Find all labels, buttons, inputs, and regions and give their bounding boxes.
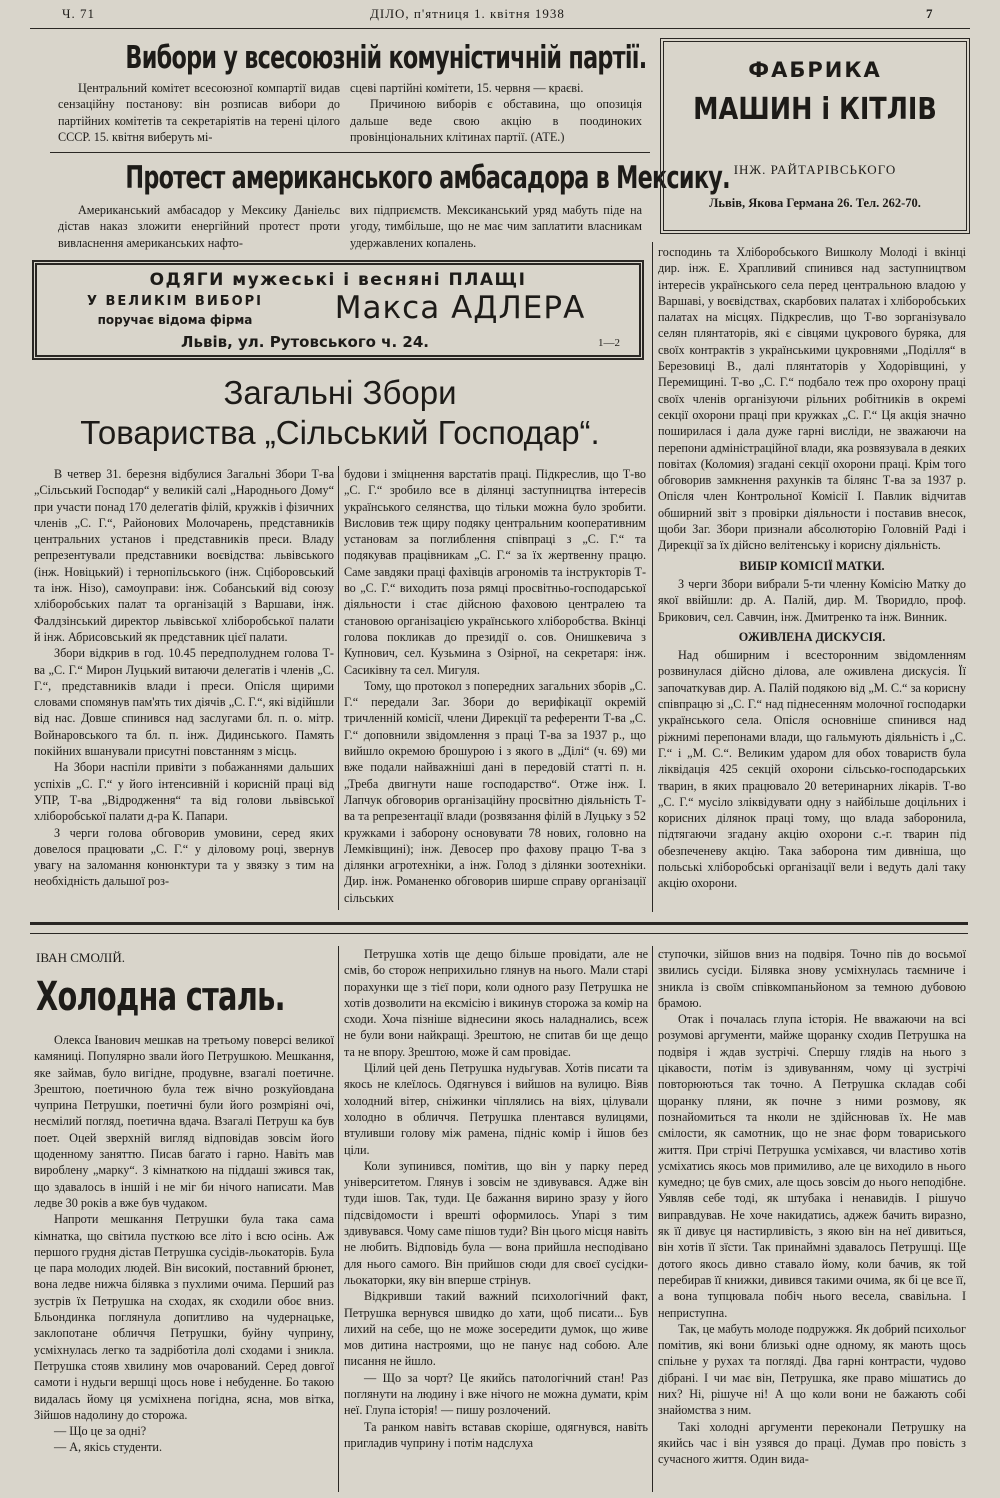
ad-recommend: поручає відома фірма [97, 313, 253, 327]
ad-selection: У ВЕЛИКІМ ВИБОРІ [86, 294, 264, 309]
section-heading: ОЖИВЛЕНА ДИСКУСІЯ. [738, 629, 886, 644]
section-heading: ВИБІР КОМІСІЇ МАТКИ. [739, 558, 885, 573]
ad-heading: ОДЯГИ мужеські і весняні ПЛАЩІ [149, 270, 527, 290]
column-rule [652, 946, 653, 1492]
issue-number: Ч. 71 [62, 6, 95, 21]
column-rule [338, 466, 339, 910]
author-name: ІВАН СМОЛІЙ. [36, 950, 125, 965]
article-column: будови і зміцнення варстатів праці. Підкреслив, що Т-во „С. Г.“ зробило все в ділянці заступництва інтересів українського селянства, що тільки можна було зробити. Висловив теж щиру подяку центральним кооперативним установам за поглиблення співпраці з „С. Г.“ та подякував працівникам „С. Г.“ за їх жертвенну працю. Саме завдяки праці фахівців агрономів та інструкторів Т-во „С. Г.“ виходить поза рямці просвітньо-господарської діяльности і стає дійсною фаховою централею та становою організацією українського хліборобства. Вкінці голова покликав до президії о. сов. Онишкевича з Купнович, сел. Кузьмина з Озірної, на секретаря: інж. Сасиківну та сел. Мигуля. Тому, що протокол з попередних загальних зборів „С. Г.“ передали Заг. Збори до верифікації окремій тричленній комісії, члени Дирекції та референти Т-ва „С. Г.“ доповнили звідомлення з праці Т-ва за 1937 р., що вийшло окремою брошурою і з якого в „Ділі“ (ч. 69) ми вже подали найважніші дані в передовій статті п. н. „Треба двигнути наше господарство“. Отже інж. І. Лапчук обговорив організаційну просвітню діяльність Т-ва та репрезентації влади (розвязання філій в Луцьку з 52 кружками і заборону основувати 78 нових, головно на Лемківщині); інж. Девосер про фахову працю Т-ва з ділянки агротехніки, а інж. Голод з ділянки зоотехніки. Дир. інж. Романенко обговорив ширше справу організації сільських [344, 467, 646, 905]
ad-address: Львів, Якова Германа 26. Тел. 262-70. [709, 196, 921, 210]
story-title: Холодна сталь. [36, 974, 285, 1020]
story-column: ступочки, зійшов вниз на подвіря. Точно пів до восьмої звились сусіди. Білявка знову усміхнулась таємниче і зникла із своїм співкомпаньйоном за темною дубовою брамою. Отак і почалась глупа історія. Не вважаючи на всі розумові аргументи, майже щоранку сходив Петрушка на подвіря і ждав зустрічі. Спершу глядів на нього з цікавости, потім із здивуванням, чому ці зустрічі повторюються так точно. А Петрушка складав собі щоранку пляни, як почне з ними розмову, як познайомиться та нколи не здійснював їх. Не мав смілости, як самотник, що не знає форм товариського життя. При стрічі Петрушка усміхався, чи властиво хотів усміхатись якось мов примиливо, але це виходило в нього кумедно; це був смих, але щось зовсім до нього неподібне. Уявляв себе тоді, як штубака і ненавидів. І рішучо виправдував. Не хоче накидатись, аджеж бачить виразно, як її дивує ця настирливість, з якою він на неї дивиться, він хотів її зїсти. Так принаймні здавалось Петрушці. Ще дотого якось дивно ставало йому, коли бачив, як той перебирав її книжки, дивився такими очима, як бі це все її, а вона тупцювала побіч нього весела, свавільна. І неприступна. Так, це мабуть молоде подружжя. Як добрий психольог помітив, які вони близькі одне одному, як мають щось спільне у рухах та погляді. Два гарні контрасти, чудово дібрані. І чи має він, Петрушка, яке право мішатись до них? Ні, рішуче ні! А що коли вони не бажають собі знайомства з ним. Такі холодні аргументи переконали Петрушку на якийсь час і він узявся до праці. Думав про повість з сучасного життя. Один вида- [658, 947, 966, 1467]
ad-product: МАШИН і КІТЛІВ [693, 92, 937, 127]
article-text: Центральний комітет всесоюзної компартії видав сензаційну постанову: він розписав вибори до партійних комітетів та секретаріятів на терені цілого СССР. 15. квітня виберуть мі- [58, 81, 340, 144]
ad-mark: 1—2 [598, 337, 620, 349]
column-rule [652, 242, 653, 912]
header-rule [30, 28, 970, 29]
ad-brand: Макса АДЛЕРА [334, 290, 586, 326]
article-title: Загальні Збори [223, 374, 457, 411]
story-column: Петрушка хотів ще дещо більше провідати, але не смів, бо сторож неприхильно глянув на нього. Мали старі порахунки ще з тієї пори, коли одного разу Петрушка не хотів дозволити на ексмісію і викинув сторожа за комір на сходи. Хоча пізніше віднесини якось наладнались, всеж не були вони найкращі. Зрештою, не спитав би ще дещо та не впору. Зрештою, може й сам провідає. Цілий цей день Петрушка нудьгував. Хотів писати та якось не клеїлось. Одягнувся і вийшов на вулицю. Віяв холодний вітер, сніжинки чіплялись на віях, цілували холодно в обличчя. Петрушка плентався вулицями, втуливши голову між рамена, підніс комір і йшов без ціли. Коли зупинився, помітив, що він у парку перед університетом. Глянув і зовсім не здивувався. Адже він туди ішов. Так, туди. Це бажання вирино зразу у його підсвідомости і врешті оформилось. Упарі з тим здивувався. Чому саме пішов туди? Він цього місця навіть не любить. Відповідь була — вона прийшла несподівано для нього самого. Він прийшов сюди для своєї сусідки-льокаторки, яку він вперше стрінув. Відкривши такий важний психологічний факт, Петрушка вернувся швидко до хати, щоб писати... Був лихий на себе, що не може зосередити думок, що живе мов дитина настроями, що не панує над собою. Але писання не йшло. — Що за чорт? Це якийсь патологічний стан! Раз поглянути на людину і вже нічого не можна думати, крім неї. Глупа історія! — пишу розлочений. Та ранком навіть вставав скоріше, одягнувся, навіть пригладив чуприну і потім надслуха [344, 947, 648, 1450]
masthead-date: ДІЛО, п'ятниця 1. квітня 1938 [370, 6, 565, 21]
article-subtitle: Товариства „Сільський Господар“. [80, 414, 600, 451]
article-text: сцеві партійні комітети, 15. червня — краєві. Причиною виборів є обставина, що опозиція дальше веде свою акцію в поодиноких провінціональних клітинах партії. (АТЕ.) [350, 81, 642, 144]
story-column: Олекса Іванович мешкав на третьому поверсі великої камяниці. Популярно звали його Петрушкою. Мешкання, яке займав, було вигідне, продувне, взагалі поетичне. Зрештою, поетичною була теж вічно розкуйовдана чуприна Петрушки, поетичні були його розмріяні очі, несмілий погляд, поетична вдача. Взагалі Петруш ка був поет. Оцей зверхній вигляд відповідав зовсім його щоденному заняттю. Писав багато і гарно. Навіть мав вироблену „марку“. З кімнаткою на піддаші зжився так, що здавалось в іншій і не міг би нічого написати. Мав ледве 30 років а вже був чудаком. Напроти мешкання Петрушки була така сама кімнатка, що світила пусткою все літо і всю осінь. Аж першого грудня дістав Петрушка сусідів-льокаторів. Була це пара молодих людей. Він високий, поставний брюнет, вона ледве нижча білявка з пухлими очима. Перший раз зустрів їх Петрушка на сходах, як сходили обоє вниз. Бльондинка поглянула допитливо на чудернацьке, заклопотане обличчя Петрушки, буйну чуприну, усміхнулась легко та задріботіла долі сходами і зникла. Петрушка стояв хвилину мов очарований. Серед довгої самоти і нудьги вершці щось нове і небуденне. Бо такою видалась йому ця усміхнена погідна, ясна, мов вітка, Зійшов надолину до сторожа. — Що це за одні? — А, якісь студенти. [34, 1033, 334, 1455]
article-title: Вибори у всесоюзній комуністичній партії. [125, 40, 647, 76]
divider [50, 152, 650, 153]
article-title: Протест американського амбасадора в Мексику. [125, 160, 730, 196]
ad-address: Львів, ул. Рутовського ч. 24. [181, 333, 429, 351]
ad-heading: ФАБРИКА [748, 58, 882, 82]
ad-engineer: ІНЖ. РАЙТАРІВСЬКОГО [733, 162, 897, 177]
article-column: В четвер 31. березня відбулися Загальні Збори Т-ва „Сільський Господар“ у великій салі „Народнього Дому“ при участи понад 170 делегатів філій, кружків і фізичних членів „С. Г.“, Районових Молочарень, представників центральних установ і представників преси. Владу репрезентували представники воєвідства: львівського (інж. Новіцький) і тернопільського (інж. Сціборовський та інж. Нізо), самоуправи: інж. Собанський від союзу хліборобських палат та організацій з Варшави, інж. Фалдзінський директор львівської хліборобської палати й інж. Абрисовський як представник цієї палати. Збори відкрив в год. 10.45 передполуднем голова Т-ва „С. Г.“ Мирон Луцький витаючи делегатів і членів „С. Г.“, представників влади і преси. Опісля щирими словами спомянув пам'ять тих діячів „С. Г.“, які відійшли від нас. Довше спинився над заслугами бл. п. о. мітр. Войнаровського та бл. п. інж. Дидинського. Память покійних вшанували присутні повстанням з місць. На Збори наспіли привіти з побажаннями дальших успіхів „С. Г.“ у його інтенсивній і корисній праці від УПР, Т-ва „Відродження“ та від голови львівської хліборобської палати д-ра К. Папари. З черги голова обговорив умовини, серед яких довелося працювати „С. Г.“ у діловому році, звернув увагу на заломання конюнктури та у звязку з тим на необхідність дальшої роз- [34, 467, 334, 889]
article-column: господинь та Хліборобського Вишколу Молоді і вкінці дир. інж. Е. Храпливий спинився над заступництвом інтересів українського села перед центральною владою у Варшаві, у воєвідствах, скарбових палатах і хліборобських палатах на місцях. Підкреслив, що Т-во зорганізувало селян плянтаторів, які є сівцями цукрового буряка, для своїх контрактів з українськими цукровнями „Поділля“ в Березовиці В., далі плянтаторів у Ходорівщині, у Перемищині. Т-во „С. Г.“ подбало теж про охорону праці своїх членів організуючи рільних робітників в окремі секції охорони праці при кружках „С. Г.“ Ця акція значно поширилася і дала дуже гарні висліди, не зважаючи на перепони адміністраційної влади, яка розвязувала в деяких повітах (Коломия) згадані секції охорони праці. Крім того обговорив замкнення рахунків та білянс Т-ва за 1937 р. Опісля член Контрольної Комісії І. Павлик відчитав обширний звіт з провірки діяльности і поставив внесок, щоби Заг. Збори признали абсолюторію Головній Раді і Дирекції за їх дійсно велітенську і корисну діяльність. ВИБІР КОМІСІЇ МАТКИ. З черги Збори вибрали 5-ти членну Комісію Матку до якої ввійшли: др. А. Палій, дир. М. Творидло, проф. Брикович, сел. Савчин, інж. Дмитренко та інж. Винник. ОЖИВЛЕНА ДИСКУСІЯ. Над обширним і всесторонним звідомленням розвинулася дійсно ділова, але оживлена дискусія. Її започаткував дир. А. Палій подякою від „М. С.“ за корисну співпрацю зі „С. Г.“ над піднесенням молочної господарки українського села. Опісля основніше спинився над ріжнимі перепонами влади, що гальмують діяльність і „С. Г.“ і „М. С.“. Великим ударом для обох товариств була ліквідація 425 секцій охорони сільсько-господарських тварин, в яких працювало 20 ветеринарних лікарів. Т-во „С. Г.“ мусіло зліквідувати одну з найбільше доцільних і корисних ділянок праці тому, що влада заборонила, підтягаючи згадану акцію охорони с.-г. тварин під обезпеченеву акцію. Така заборона тим дивніша, що польські хліборобські організації вели і ведуть далі таку акцію охорони. [658, 245, 966, 891]
column-rule [338, 946, 339, 1492]
article-text: вих підприємств. Мексиканський уряд мабуть піде на угоду, тимбільше, що не має чим заплатити власникам удержавлених копалень. [350, 203, 642, 250]
section-separator [30, 922, 968, 934]
page-number: 7 [926, 6, 934, 21]
article-text: Американський амбасадор у Мексику Даніельс дістав наказ зложити енергійний протест проти вивласнення американських нафто- [58, 203, 340, 250]
